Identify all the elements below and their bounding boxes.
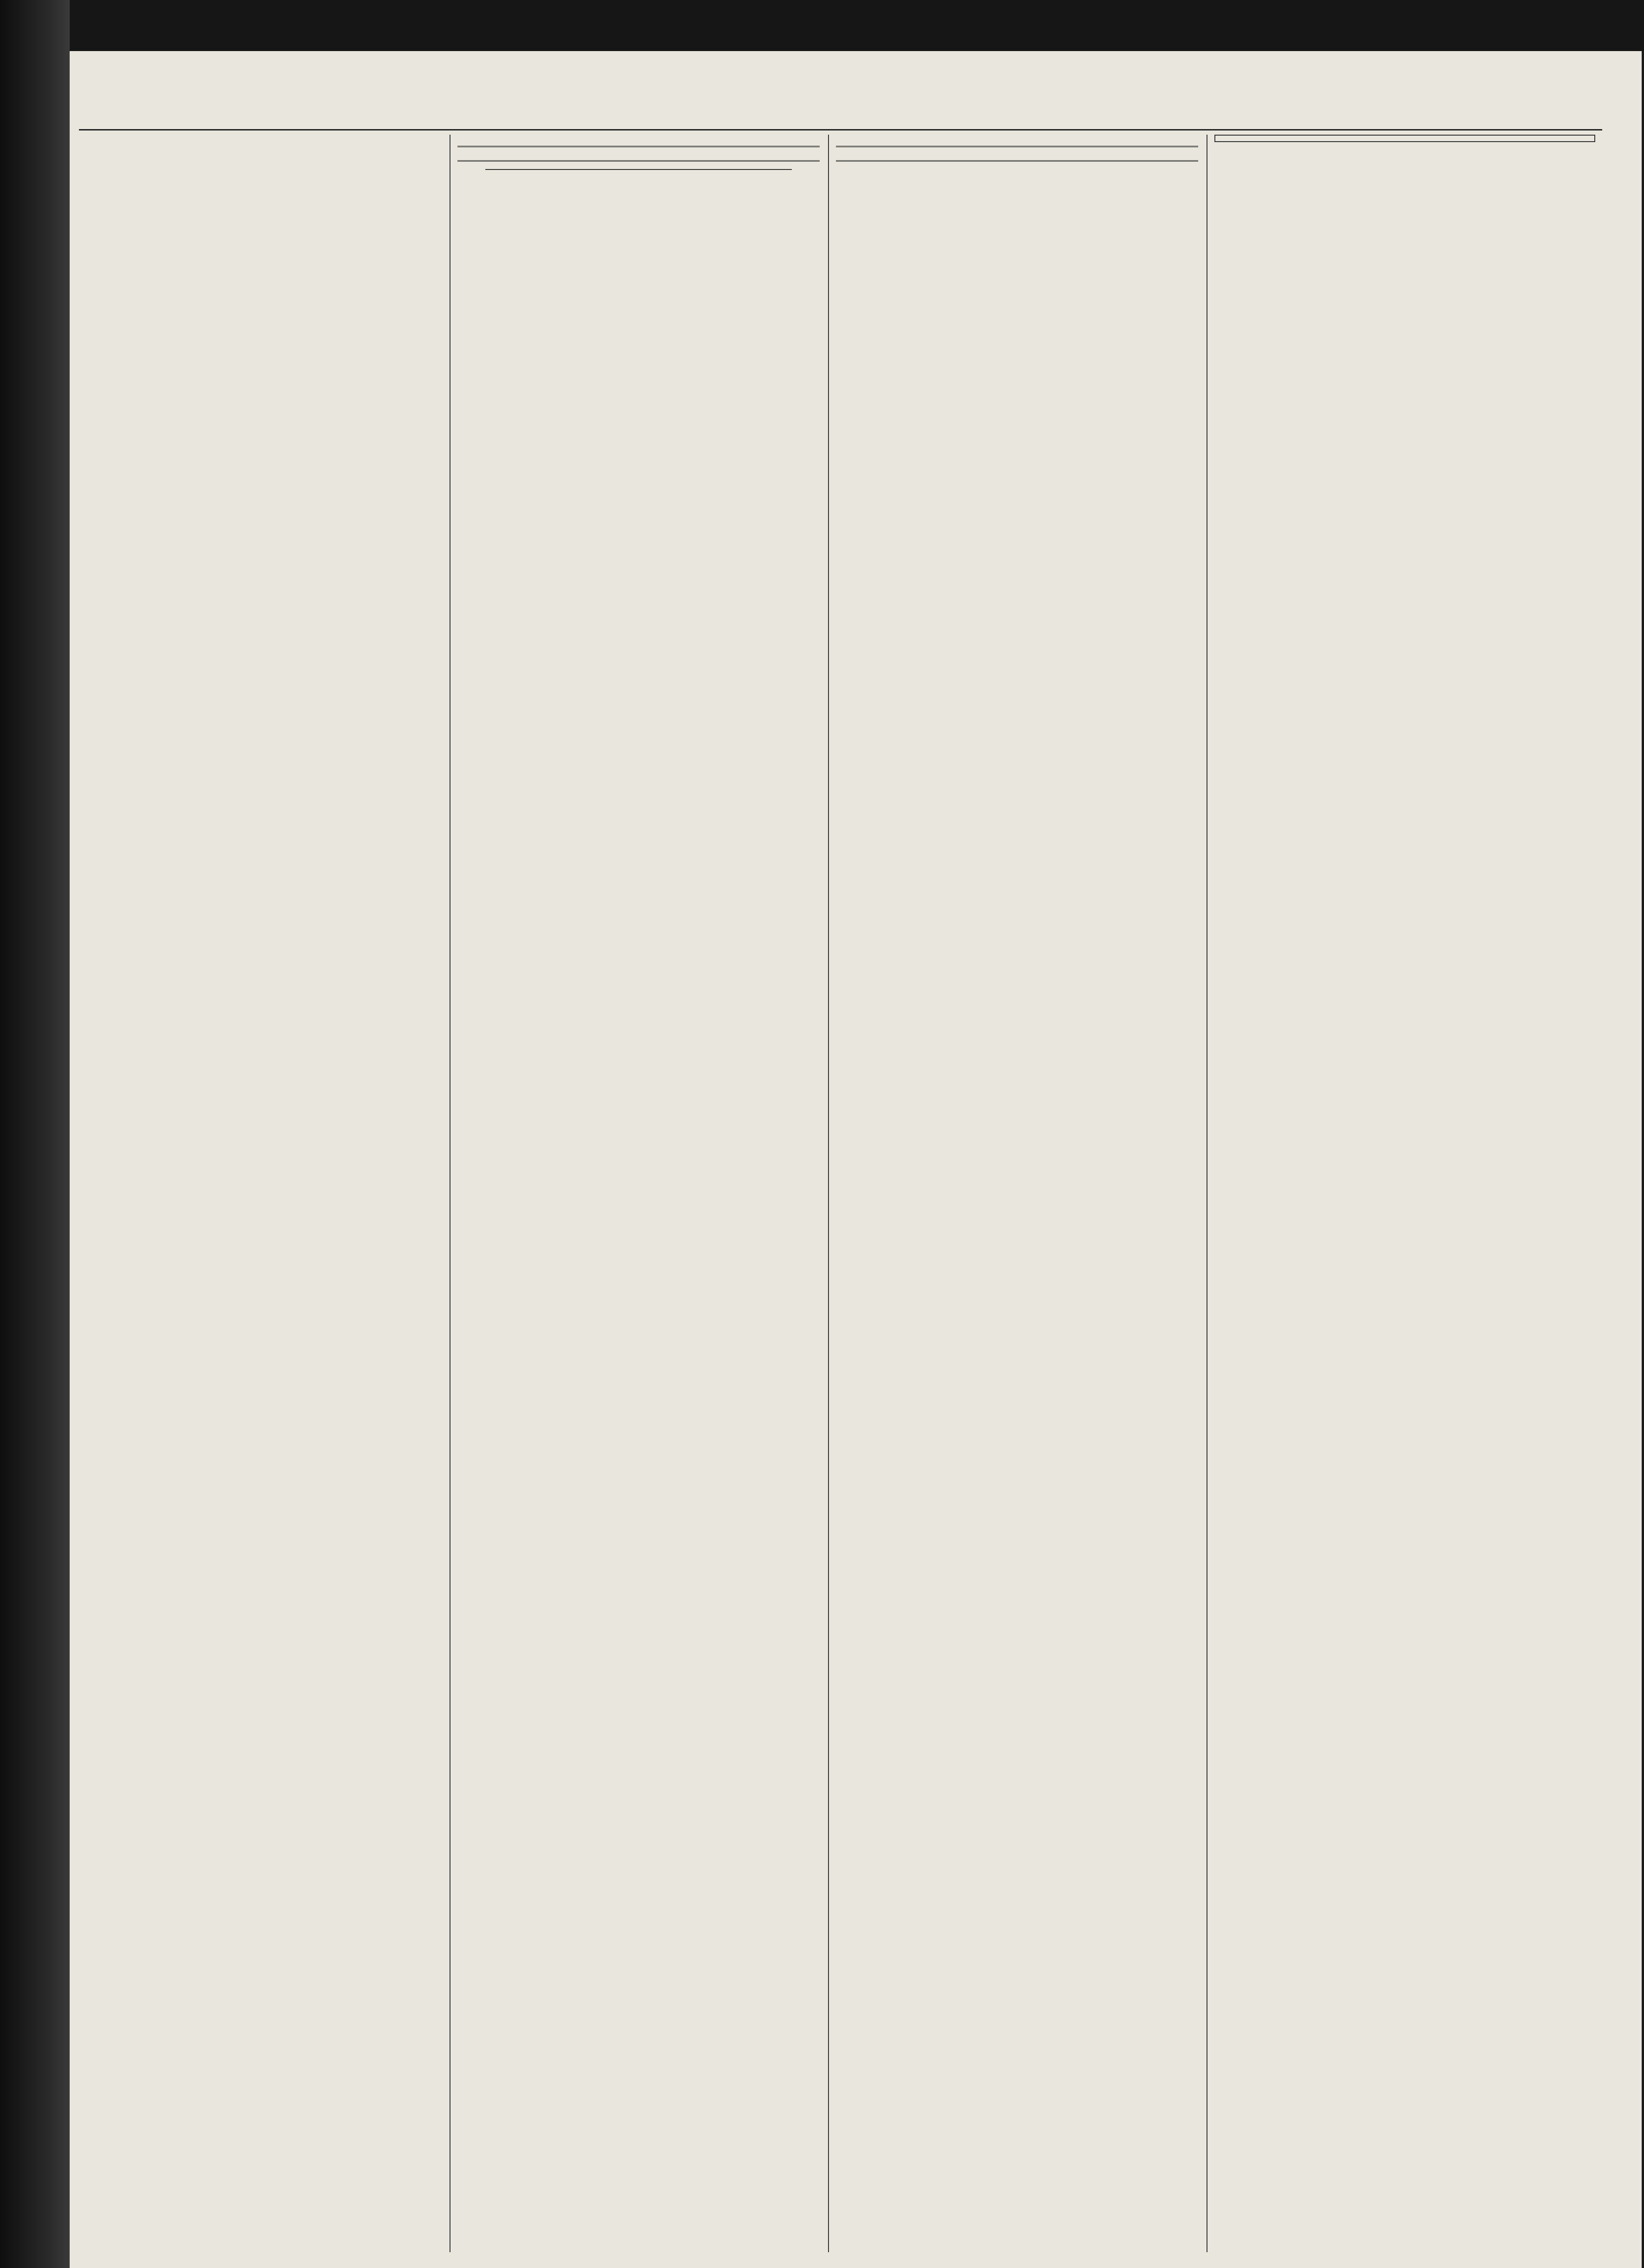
header-rule	[79, 129, 1602, 130]
newspaper-page	[70, 51, 1642, 2268]
scan-top-edge	[0, 0, 1644, 51]
news-headline-box	[836, 146, 1198, 162]
column-3	[836, 135, 1198, 2252]
section-rule	[485, 169, 792, 170]
government-headline-box	[457, 146, 820, 162]
column-divider	[828, 135, 829, 2252]
column-1	[79, 135, 441, 2252]
column-4	[1214, 135, 1595, 2252]
column-2	[457, 135, 820, 2252]
scan-left-edge	[0, 0, 70, 2268]
page-header	[79, 102, 1602, 125]
weather-box	[1214, 135, 1595, 142]
